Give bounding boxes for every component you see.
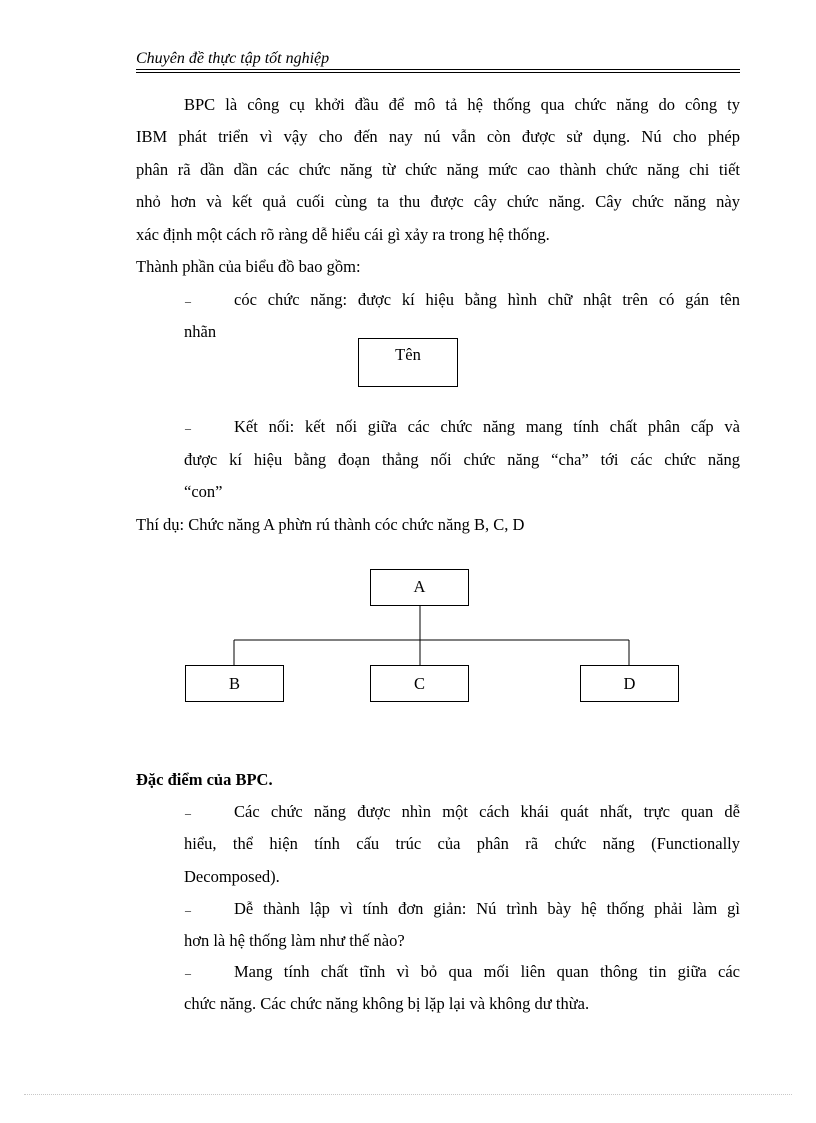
node-label: B bbox=[228, 674, 240, 693]
component-item-line: Kết nối: kết nối giữa các chức năng mang tính chất phân cấp và bbox=[234, 417, 740, 436]
bullet-dash: – bbox=[185, 294, 191, 308]
section-heading: Đặc điểm của BPC. bbox=[136, 770, 273, 789]
component-item-line: “con” bbox=[184, 482, 223, 501]
component-item-line: nhãn bbox=[184, 322, 217, 341]
feature-line: Decomposed). bbox=[184, 867, 280, 886]
intro-line: phân rã dần dần các chức năng từ chức năng mức cao thành chức năng chi tiết bbox=[136, 160, 740, 179]
intro-line: IBM phát triển vì vậy cho đến nay nú vẫn còn được sử dụng. Nú cho phép bbox=[136, 127, 740, 146]
feature-line: hơn là hệ thống làm như thế nào? bbox=[184, 931, 405, 950]
feature-line: Mang tính chất tĩnh vì bỏ qua mối liên quan thông tin giữa các bbox=[234, 962, 740, 981]
feature-line: chức năng. Các chức năng không bị lặp lại và không dư thừa. bbox=[184, 994, 590, 1013]
diagram-node-child bbox=[370, 665, 469, 702]
example-text: Thí dụ: Chức năng A phừn rú thành cóc chức năng B, C, D bbox=[136, 515, 525, 534]
function-box-label: Tên bbox=[395, 345, 421, 364]
feature-line: hiểu, thể hiện tính cấu trúc của phân rã chức năng (Functionally bbox=[184, 834, 740, 853]
node-label: A bbox=[413, 577, 426, 596]
node-label: D bbox=[623, 674, 636, 693]
bullet-dash: – bbox=[185, 806, 191, 820]
feature-line: Dễ thành lập vì tính đơn giản: Nú trình bày hệ thống phải làm gì bbox=[234, 899, 740, 918]
node-label: C bbox=[413, 674, 425, 693]
bullet-dash: – bbox=[185, 903, 191, 917]
diagram-node-parent bbox=[370, 569, 469, 606]
intro-line: xác định một cách rõ ràng dễ hiểu cái gì xảy ra trong hệ thống. bbox=[136, 225, 550, 244]
bullet-dash: – bbox=[185, 966, 191, 980]
component-item-line: được kí hiệu bằng đoạn thẳng nối chức năng “cha” tới các chức năng bbox=[184, 450, 740, 469]
diagram-node-child bbox=[580, 665, 679, 702]
intro-line: BPC là công cụ khởi đầu để mô tả hệ thống qua chức năng do công ty bbox=[184, 95, 740, 114]
components-intro: Thành phần của biểu đồ bao gồm: bbox=[136, 257, 361, 276]
feature-line: Các chức năng được nhìn một cách khái quát nhất, trực quan dễ bbox=[234, 802, 740, 821]
intro-line: nhỏ hơn và kết quả cuối cùng ta thu được cây chức năng. Cây chức năng này bbox=[136, 192, 740, 211]
page-bottom-rule bbox=[24, 1094, 792, 1095]
bullet-dash: – bbox=[185, 421, 191, 435]
diagram-node-child bbox=[185, 665, 284, 702]
page-header: Chuyên đề thực tập tốt nghiệp bbox=[136, 50, 330, 67]
component-item-line: cóc chức năng: được kí hiệu bằng hình chữ nhật trên có gán tên bbox=[234, 290, 740, 309]
